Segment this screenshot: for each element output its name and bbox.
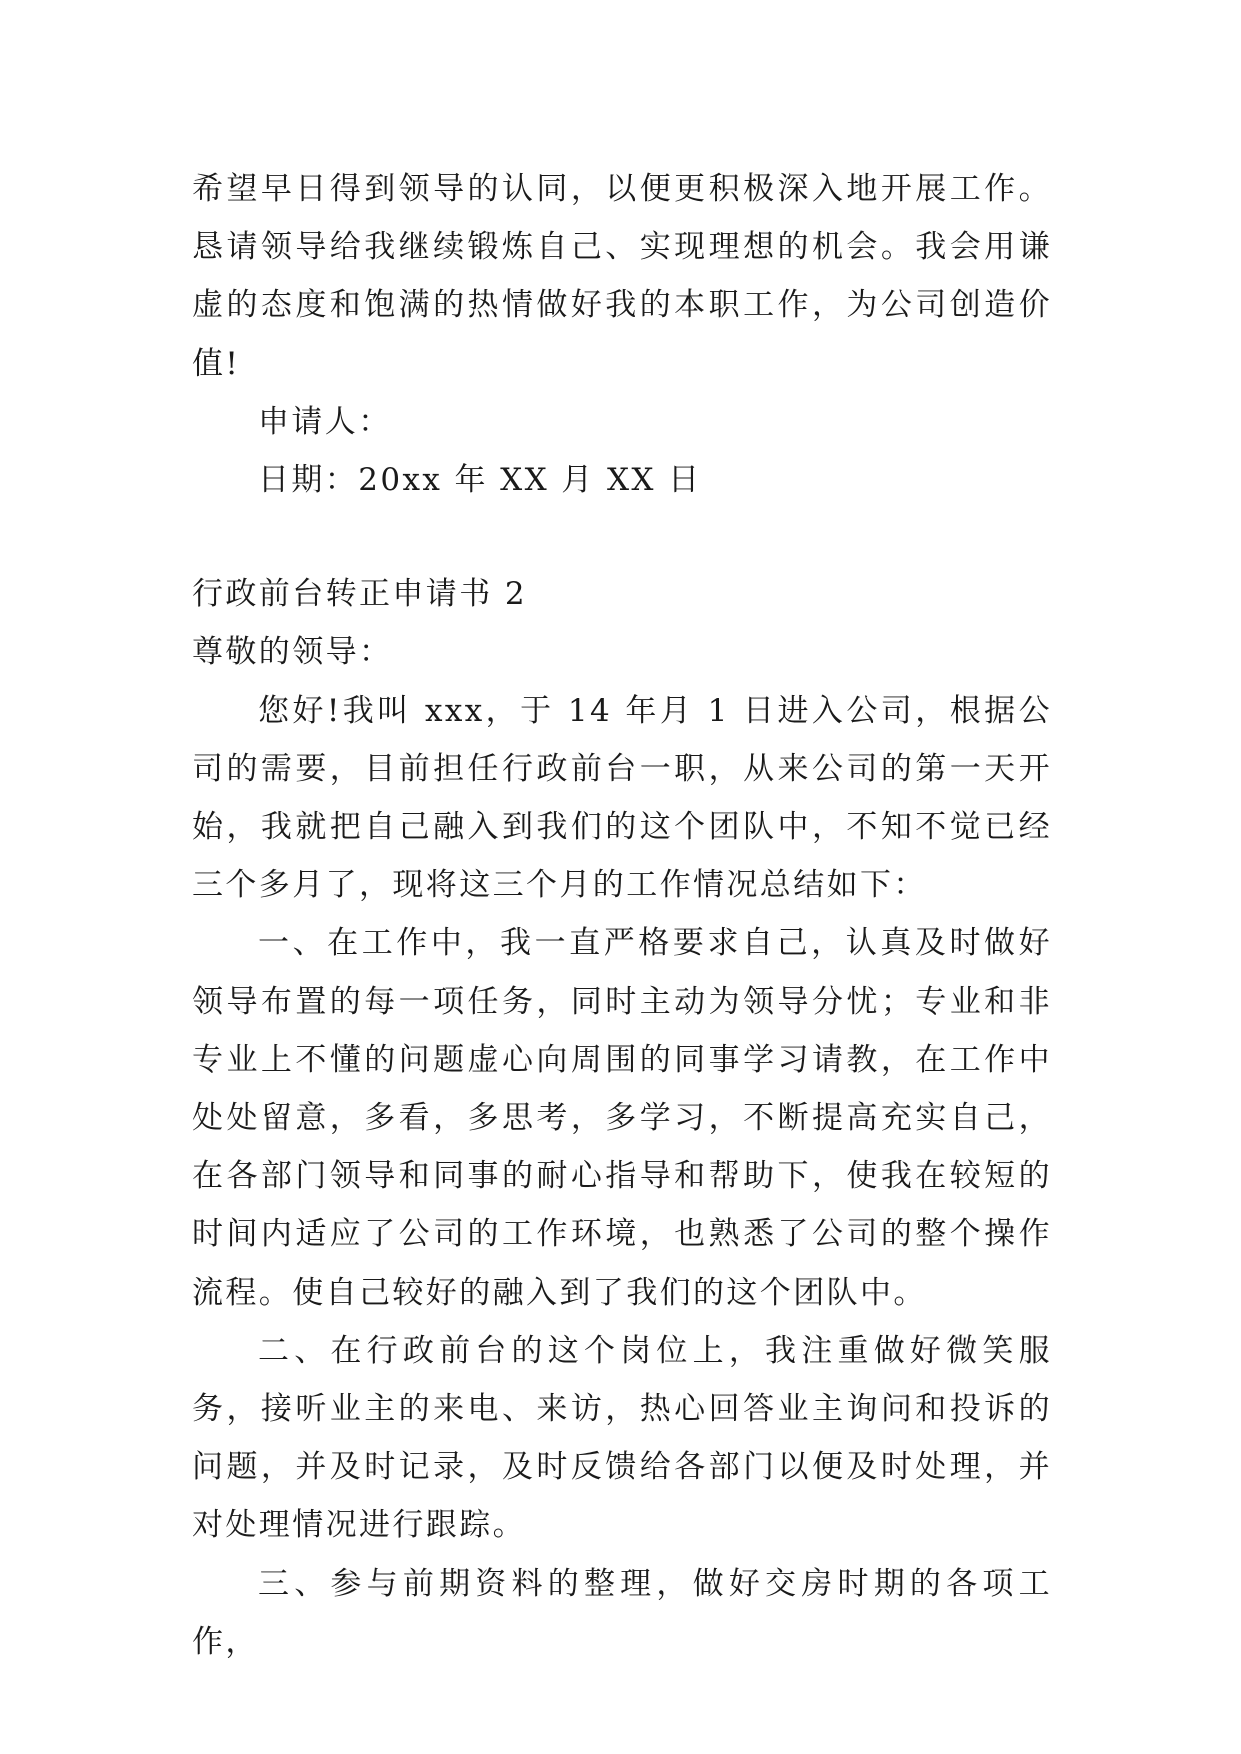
body-paragraph-point-two: 二、在行政前台的这个岗位上，我注重做好微笑服务，接听业主的来电、来访，热心回答业主询问和投诉的问题，并及时记录，及时反馈给各部门以便及时处理，并对处理情况进行跟踪。 <box>192 1332 1052 1544</box>
section-gap <box>192 509 1052 565</box>
body-paragraph-point-one: 一、在工作中，我一直严格要求自己，认真及时做好领导布置的每一项任务，同时主动为领导分忧；专业和非专业上不懂的问题虚心向周围的同事学习请教，在工作中处处留意，多看，多思考，多学习，不断提高充实自己，在各部门领导和同事的耐心指导和帮助下，使我在较短的时间内适应了公司的工作环境，也熟悉了公司的整个操作流程。使自己较好的融入到了我们的这个团队中。 <box>192 925 1052 1311</box>
date-label: 日期：20xx 年 XX 月 XX 日 <box>258 462 702 499</box>
applicant-label: 申请人： <box>258 403 392 440</box>
continuation-paragraph: 希望早日得到领导的认同，以便更积极深入地开展工作。恳请领导给我继续锻炼自己、实现理想的机会。我会用谦虚的态度和饱满的热情做好我的本职工作，为公司创造价值! <box>192 171 1052 382</box>
body-paragraph-point-three: 三、参与前期资料的整理，做好交房时期的各项工作， <box>192 1565 1052 1660</box>
document-body <box>192 160 1052 1671</box>
body-paragraph-greeting: 您好!我叫 xxx，于 14 年月 1 日进入公司，根据公司的需要，目前担任行政前台一职，从来公司的第一天开始，我就把自己融入到我们的这个团队中，不知不觉已经三个多月了，现将这三个月的工作情况总结如下： <box>192 692 1052 904</box>
section-title: 行政前台转正申请书 2 <box>192 576 527 613</box>
salutation: 尊敬的领导： <box>192 634 393 671</box>
